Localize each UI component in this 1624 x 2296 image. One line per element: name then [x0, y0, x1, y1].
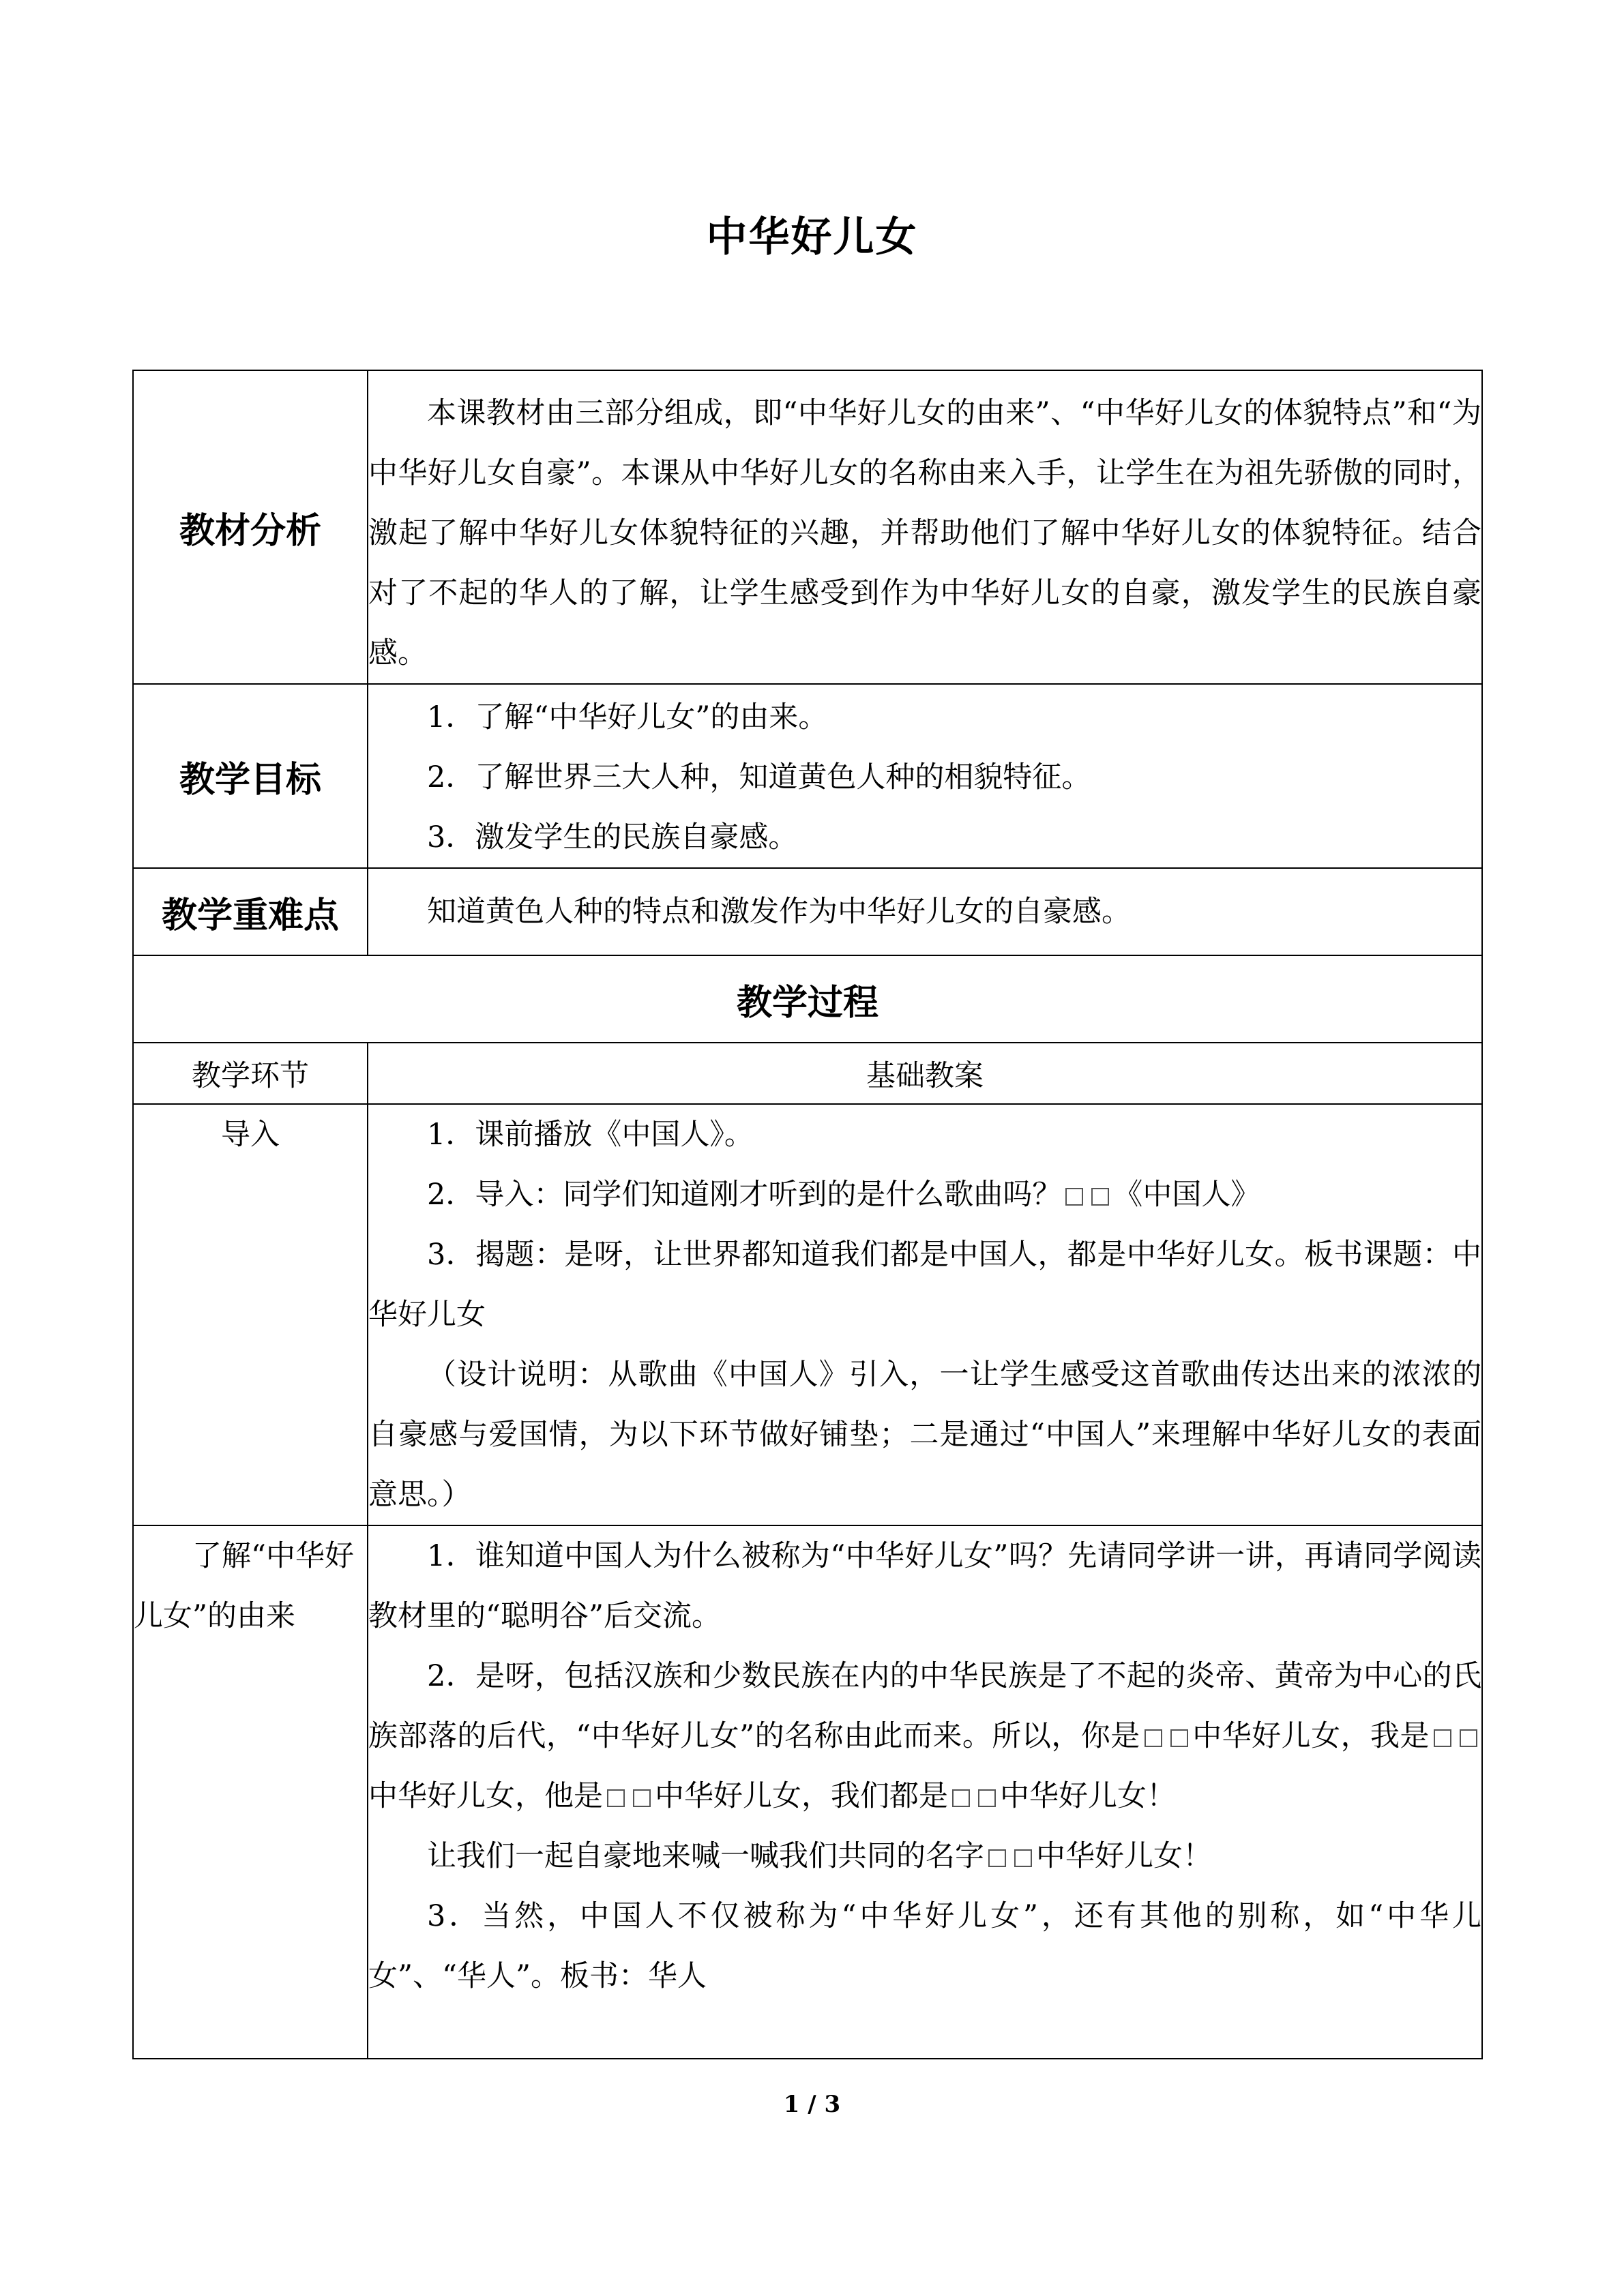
stage-paragraph: 1．课前播放《中国人》。: [427, 1118, 754, 1152]
blank-box-icon: [1065, 1188, 1083, 1206]
stage-row-intro: [133, 1104, 1482, 1525]
blank-box-icon: [1091, 1188, 1109, 1206]
goals-body: [368, 684, 1482, 868]
process-row: [133, 955, 1482, 1043]
stage-text: 中华好儿女，他是: [368, 1779, 603, 1813]
analysis-row: [133, 370, 1482, 684]
stage-paragraph: [368, 1165, 1481, 1225]
stage-paragraph: [368, 1826, 1481, 1886]
page-title: 中华好儿女: [706, 213, 918, 261]
blank-box-icon: [952, 1789, 970, 1807]
blank-box-icon: [988, 1849, 1006, 1867]
stage-row-origin: [133, 1525, 1482, 2059]
blank-box-icon: [607, 1789, 625, 1807]
stage-paragraph: 3．当然，中国人不仅被称为“中华好儿女”，还有其他的别称，如“中华儿女”、“华人”。板书：华人: [368, 1899, 1481, 1993]
process-header-row: [133, 1043, 1482, 1104]
col-header-stage: 教学环节: [133, 1043, 368, 1104]
col-header-plan: 基础教案: [368, 1043, 1482, 1104]
stage-paragraph: [368, 1646, 1481, 1826]
goal-item: 2．了解世界三大人种，知道黄色人种的相貌特征。: [427, 760, 1091, 794]
blank-box-icon: [1460, 1729, 1477, 1747]
blank-box-icon: [1434, 1729, 1451, 1747]
goals-row: [133, 684, 1482, 868]
stage-name: 导入: [133, 1104, 368, 1525]
stage-body: [368, 1104, 1482, 1525]
blank-box-icon: [978, 1789, 996, 1807]
design-note: （设计说明：从歌曲《中国人》引入，一让学生感受这首歌曲传达出来的浓浓的自豪感与爱国情，为以下环节做好铺垫；二是通过“中国人”来理解中华好儿女的表面意思。）: [368, 1358, 1481, 1512]
stage-paragraph: 3．揭题：是呀，让世界都知道我们都是中国人，都是中华好儿女。板书课题：中华好儿女: [368, 1238, 1481, 1332]
stage-paragraph: 1．谁知道中国人为什么被称为“中华好儿女”吗？先请同学讲一讲，再请同学阅读教材里的“聪明谷”后交流。: [368, 1539, 1481, 1633]
stage-text: 2．是呀，包括汉族和少数民族在内的中华民族是了不起的炎帝、黄帝为中心的氏族部落的后代，“中华好儿女”的名称由此而来。所以，你是: [368, 1659, 1481, 1753]
stage-text: 中华好儿女！: [1036, 1839, 1212, 1873]
blank-box-icon: [1014, 1849, 1032, 1867]
stage-text: 让我们一起自豪地来喊一喊我们共同的名字: [427, 1839, 984, 1873]
stage-text: 中华好儿女！: [1000, 1779, 1176, 1813]
key-points-text: 知道黄色人种的特点和激发作为中华好儿女的自豪感。: [427, 895, 1131, 929]
stage-text: 中华好儿女，我是: [1192, 1719, 1430, 1753]
analysis-label: 教材分析: [133, 370, 368, 684]
stage-name: 了解“中华好儿女”的由来: [133, 1525, 368, 2059]
goals-label: 教学目标: [133, 684, 368, 868]
page-number: 1 / 3: [783, 2091, 841, 2118]
goal-item: 1．了解“中华好儿女”的由来。: [427, 700, 828, 734]
analysis-body: [368, 370, 1482, 684]
blank-box-icon: [633, 1789, 651, 1807]
stage-text: 中华好儿女，我们都是: [655, 1779, 948, 1813]
goal-item: 3．激发学生的民族自豪感。: [427, 820, 798, 854]
key-points-body: [368, 868, 1482, 955]
blank-box-icon: [1170, 1729, 1188, 1747]
blank-box-icon: [1145, 1729, 1162, 1747]
analysis-text: 本课教材由三部分组成，即“中华好儿女的由来”、“中华好儿女的体貌特点”和“为中华好儿女自豪”。本课从中华好儿女的名称由来入手，让学生在为祖先骄傲的同时，激起了解中华好儿女体貌特征的兴趣，并帮助他们了解中华好儿女的体貌特征。结合对了不起的华人的了解，让学生感受到作为中华好儿女的自豪，激发学生的民族自豪感。: [368, 396, 1481, 670]
stage-text: 《中国人》: [1113, 1178, 1260, 1212]
lesson-plan-table: [132, 370, 1483, 2059]
stage-text: 2．导入：同学们知道刚才听到的是什么歌曲吗？: [427, 1178, 1062, 1212]
process-heading: 教学过程: [133, 955, 1482, 1043]
stage-body: [368, 1525, 1482, 2059]
key-points-row: [133, 868, 1482, 955]
key-points-label: 教学重难点: [133, 868, 368, 955]
